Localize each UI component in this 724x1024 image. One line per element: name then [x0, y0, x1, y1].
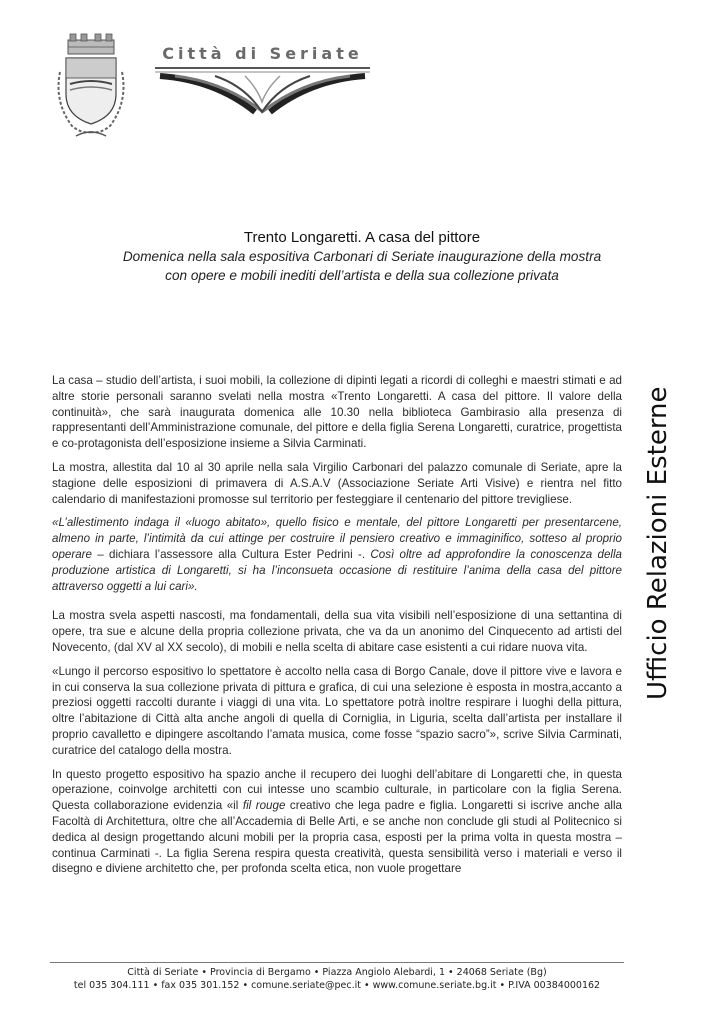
article-subtitle-line-1: Domenica nella sala espositiva Carbonari di Seriate inaugurazione della mostra: [122, 249, 602, 264]
logo-wave-graphic: [155, 66, 370, 116]
paragraph-5: «Lungo il percorso espositivo lo spettatore è accolto nella casa di Borgo Canale, dove il pittore vive e lavora e in cui conserva la sua collezione privata di pittura e grafica, di cui una selezione è esposta in mostra,accanto a preziosi oggetti raccolti durante i viaggi di una vita. Lo spettatore potrà inoltre respirare i luoghi della pittura, oltre l’abitazione di Città alta anche angoli di quella di Corniglia, in Liguria, scelta dall’artista per installare il proprio cavalletto e dipingere ascoltando l’amata musica, come fosse “spazio sacro”», scrive Silvia Carminati, curatrice del catalogo della mostra.: [52, 664, 622, 757]
paragraph-6: [52, 767, 622, 878]
paragraph-4: La mostra svela aspetti nascosti, ma fondamentali, della sua vita visibili nell’esposizione di una settantina di opere, tra sue e alcune della propria collezione privata, che va da un anonimo del Cinquecento ad artisti del Novecento, (dal XV al XX secolo), di mobili e nella scelta di abitare case esistenti a cui ridare nuova vita.: [52, 609, 622, 654]
paragraph-2: La mostra, allestita dal 10 al 30 aprile nella sala Virgilio Carbonari del palazzo comunale di Seriate, apre la stagione delle esposizioni di primavera di A.S.A.V (Associazione Seriate Arti Visive) e rientra nel fitto calendario di manifestazioni promosse sul territorio per festeggiare il centenario del pittore trevigliese.: [52, 460, 622, 506]
quote-part-1: «L’allestimento indaga il «luogo abitato», quello fisico e mentale, del pittore Longaretti per presentarcene, almeno in parte, l’intimità da cui attinge per costruire il pensiero creativo e immaginifico, sotteso al proprio operare: [52, 516, 622, 561]
city-logo: [155, 44, 370, 116]
quote-attribution: – dichiara l’assessore alla Cultura Ester Pedrini -.: [91, 547, 371, 561]
paragraph-6-italic: fil rouge: [242, 799, 286, 813]
article-title: Trento Longaretti. A casa del pittore: [243, 229, 481, 246]
paragraph-3-quote: [52, 515, 622, 594]
paragraph-6-part-1: In questo progetto espositivo ha spazio anche il recupero dei luoghi dell’abitare di Longaretti che, in questa operazione, coinvolge architetti con cui intesse uno scambio culturale, in particolare con la figlia Serena. Questa collaborazione evidenzia «il: [52, 767, 622, 813]
footer-divider: [50, 962, 624, 963]
office-side-label: Ufficio Relazioni Esterne: [643, 386, 673, 700]
article-body: [52, 373, 622, 885]
quote-part-2: Così oltre ad approfondire la conoscenza della produzione artistica di Longaretti, si ha l’inconsueta occasione di restituire l’anima della casa del pittore attraverso oggetti a lui cari».: [52, 547, 622, 593]
paragraph-6-part-2: creativo che lega padre e figlia. Longaretti si iscrive anche alla Facoltà di Architettura, oltre che all’Accademia di Belle Arti, e se anche non conclude gli studi al Politecnico si dedica al design progettando alcuni mobili per la propria casa, esposti per la prima volta in questa mostra – continua Carminati -. La figlia Serena respira questa creatività, questa sensibilità verso i materiali e verso il disegno e diviene architetto che, per profonda scelta etica, non vuole progettare: [52, 799, 622, 876]
footer: [50, 966, 624, 992]
article-heading: [40, 228, 684, 285]
footer-address: Città di Seriate • Provincia di Bergamo • Piazza Angiolo Alebardi, 1 • 24068 Seriate (Bg): [127, 967, 547, 978]
paragraph-1: La casa – studio dell’artista, i suoi mobili, la collezione di dipinti legati a ricordi di colleghi e maestri stimati e ad altre storie personali saranno svelati nella mostra «Trento Longaretti. A casa del pittore. Il valore della continuità», che sarà inaugurata domenica alle 10.30 nella biblioteca Gambirasio alla presenza di rappresentanti dell’Amministrazione comunale, del pittore e della figlia Serena Longaretti, curatrice, progettista e co-protagonista dell’esposizione insieme a Silvia Carminati.: [52, 374, 622, 451]
footer-contacts: tel 035 304.111 • fax 035 301.152 • comune.seriate@pec.it • www.comune.seriate.bg.it • P.IVA 00384000162: [73, 980, 601, 991]
logo-text: Città di Seriate: [162, 44, 363, 63]
coat-of-arms-emblem: [52, 32, 130, 142]
article-subtitle-line-2: con opere e mobili inediti dell’artista e della sua collezione privata: [165, 268, 559, 283]
